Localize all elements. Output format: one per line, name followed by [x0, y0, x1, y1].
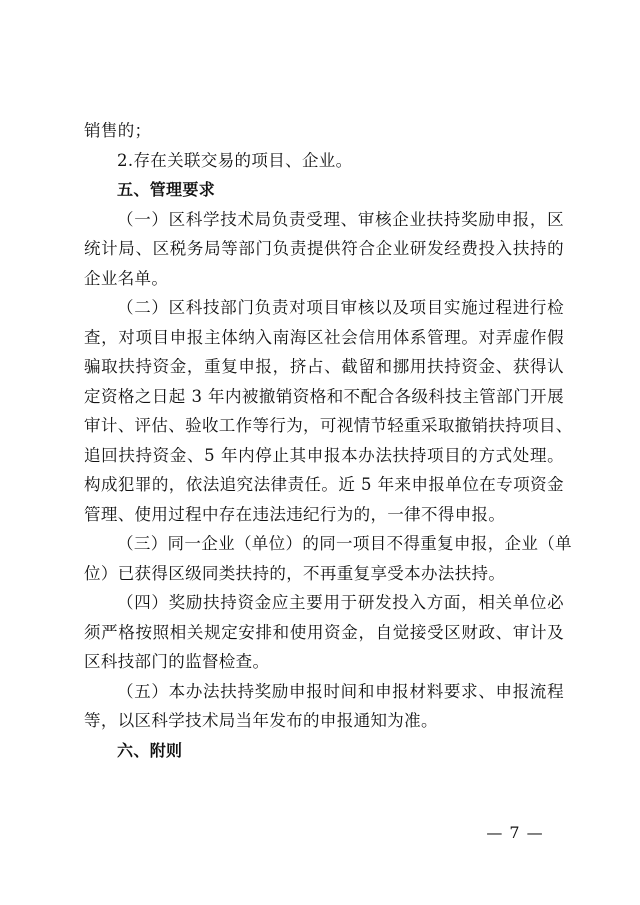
text-line: 区科技部门的监督检查。 — [84, 652, 270, 671]
page-number: — 7 — — [486, 823, 544, 842]
text-line: 统计局、区税务局等部门负责提供符合企业研发经费投入扶持的 — [84, 239, 564, 258]
text-line: 骗取扶持资金，重复申报，挤占、截留和挪用扶持资金、获得认 — [84, 357, 564, 376]
text-line: 位）已获得区级同类扶持的，不再重复享受本办法扶持。 — [84, 563, 506, 583]
text-line: 审计、评估、验收工作等行为，可视情节轻重采取撤销扶持项目、 — [84, 416, 573, 435]
text-line: 定资格之日起 3 年内被撤销资格和不配合各级科技主管部门开展 — [84, 386, 564, 406]
text-line: 须严格按照相关规定安排和使用资金，自觉接受区财政、审计及 — [84, 622, 564, 642]
text-line: （三）同一企业（单位）的同一项目不得重复申报，企业（单 — [117, 534, 572, 553]
text-line: 企业名单。 — [84, 268, 169, 288]
text-line: 等，以区科学技术局当年发布的申报通知为准。 — [84, 711, 438, 730]
text-line: （一）区科学技术局负责受理、审核企业扶持奖励申报，区 — [117, 209, 564, 229]
text-line: （五）本办法扶持奖励申报时间和申报材料要求、申报流程 — [117, 681, 564, 701]
section-heading: 六、附则 — [117, 740, 183, 760]
text-line: 查，对项目申报主体纳入南海区社会信用体系管理。对弄虚作假 — [84, 327, 564, 347]
text-line: 管理、使用过程中存在违法违纪行为的，一律不得申报。 — [84, 504, 506, 524]
document-body — [84, 116, 573, 765]
text-line: （二）区科技部门负责对项目审核以及项目实施过程进行检 — [117, 298, 564, 317]
text-line: 销售的； — [84, 121, 152, 140]
text-line: （四）奖励扶持资金应主要用于研发投入方面，相关单位必 — [117, 593, 564, 612]
text-line: 追回扶持资金、5 年内停止其申报本办法扶持项目的方式处理。 — [84, 445, 564, 465]
text-line: 2.存在关联交易的项目、企业。 — [117, 150, 353, 170]
text-line: 构成犯罪的，依法追究法律责任。近 5 年来申报单位在专项资金 — [84, 475, 564, 494]
section-heading: 五、管理要求 — [117, 180, 216, 199]
